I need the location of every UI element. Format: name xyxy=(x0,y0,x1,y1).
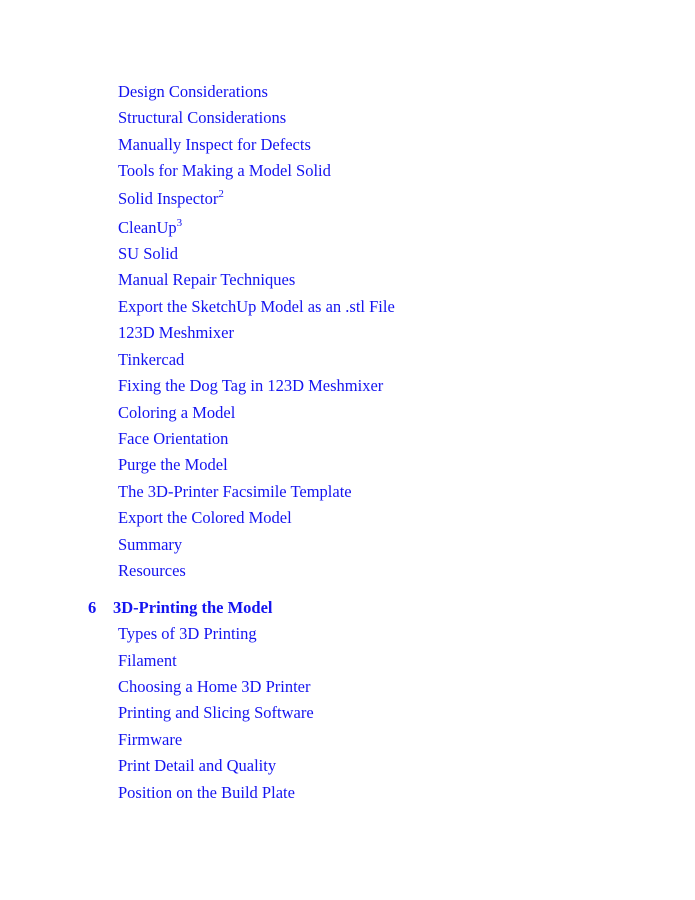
toc-link-fixing-dog-tag[interactable]: Fixing the Dog Tag in 123D Meshmixer xyxy=(118,376,384,395)
toc-link-build-plate[interactable]: Position on the Build Plate xyxy=(118,783,295,802)
toc-link-export-stl[interactable]: Export the SketchUp Model as an .stl File xyxy=(118,297,395,316)
toc-link-su-solid[interactable]: SU Solid xyxy=(118,244,179,263)
toc-link-face-orientation[interactable]: Face Orientation xyxy=(118,429,229,448)
toc-link-tinkercad[interactable]: Tinkercad xyxy=(118,350,185,369)
toc-link-export-colored[interactable]: Export the Colored Model xyxy=(118,508,292,527)
toc-link-solid-inspector[interactable]: Solid Inspector$^2$ xyxy=(118,187,224,208)
chapter-number: 6 xyxy=(88,598,97,617)
toc-link-design-considerations[interactable]: Design Considerations xyxy=(118,82,268,101)
toc-link-filament[interactable]: Filament xyxy=(118,651,177,670)
toc-link-structural-considerations[interactable]: Structural Considerations xyxy=(118,108,287,127)
chapter-title: 3D-Printing the Model xyxy=(113,598,273,617)
toc-link-purge-model[interactable]: Purge the Model xyxy=(118,455,228,474)
toc-link-manual-repair[interactable]: Manual Repair Techniques xyxy=(118,270,296,289)
toc-link-resources[interactable]: Resources xyxy=(118,561,186,580)
toc-chapter-6[interactable] xyxy=(88,598,272,618)
toc-link-summary[interactable]: Summary xyxy=(118,535,183,554)
toc-link-cleanup[interactable]: CleanUp$^3$ xyxy=(118,216,183,237)
toc-link-manually-inspect[interactable]: Manually Inspect for Defects xyxy=(118,135,311,154)
toc-link-tools-solid[interactable]: Tools for Making a Model Solid xyxy=(118,161,331,180)
toc-link-123d-meshmixer[interactable]: 123D Meshmixer xyxy=(118,323,234,342)
toc-link-facsimile-template[interactable]: The 3D-Printer Facsimile Template xyxy=(118,482,352,501)
toc-link-choosing-printer[interactable]: Choosing a Home 3D Printer xyxy=(118,677,311,696)
footnote-marker: 3 xyxy=(176,216,183,229)
toc-link-print-detail[interactable]: Print Detail and Quality xyxy=(118,756,277,775)
toc-link-firmware[interactable]: Firmware xyxy=(118,730,183,749)
toc-link-slicing-software[interactable]: Printing and Slicing Software xyxy=(118,703,314,722)
footnote-marker: 2 xyxy=(218,187,224,200)
toc-link-types-3d-printing[interactable]: Types of 3D Printing xyxy=(118,624,257,643)
toc-link-coloring-model[interactable]: Coloring a Model xyxy=(118,403,236,422)
